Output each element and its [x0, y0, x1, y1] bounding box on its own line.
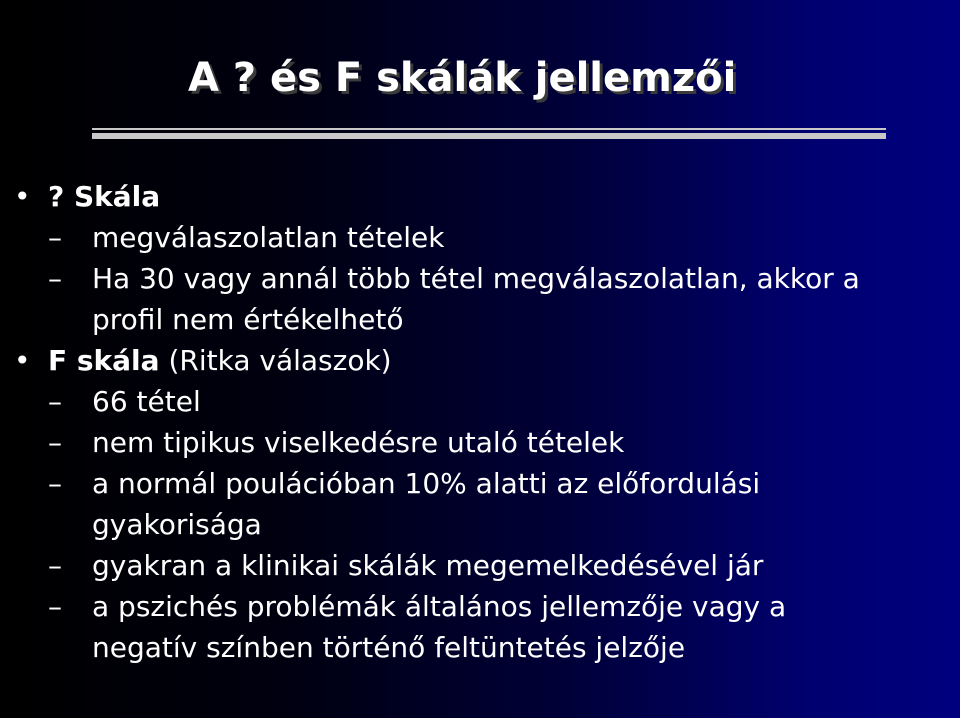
slide-title: A ? és F skálák jellemzői — [188, 55, 737, 101]
sub-item-text: 66 tétel — [92, 385, 201, 418]
title-underline-thick — [92, 133, 886, 139]
dash-icon: – — [48, 467, 62, 500]
bullet-icon: • — [14, 180, 31, 213]
bullet-heading: ? Skála — [48, 180, 161, 213]
title-underline-thin — [92, 128, 886, 130]
sub-item-text: nem tipikus viselkedésre utaló tételek — [92, 426, 625, 459]
sub-item — [0, 586, 960, 627]
sub-item — [0, 381, 960, 422]
dash-icon: – — [48, 426, 62, 459]
bullet-text: (Ritka válaszok) — [159, 344, 392, 377]
bullet-heading: F skála — [48, 344, 160, 377]
sub-item-continuation: profil nem értékelhető — [92, 303, 404, 336]
dash-icon: – — [48, 221, 62, 254]
sub-item-text: a pszichés problémák általános jellemzője vagy a — [92, 590, 787, 623]
sub-item-text: a normál poulációban 10% alatti az előfordulási — [92, 467, 761, 500]
sub-item — [0, 422, 960, 463]
bullet-item-question-scale — [0, 176, 960, 217]
bullet-item-f-scale — [0, 340, 960, 381]
dash-icon: – — [48, 385, 62, 418]
sub-item — [0, 463, 960, 504]
sub-item — [0, 258, 960, 299]
sub-item-continuation: gyakorisága — [92, 508, 262, 541]
dash-icon: – — [48, 590, 62, 623]
sub-item — [0, 217, 960, 258]
dash-icon: – — [48, 262, 62, 295]
sub-item-text: megválaszolatlan tételek — [92, 221, 445, 254]
bullet-icon: • — [14, 344, 31, 377]
sub-item — [0, 545, 960, 586]
dash-icon: – — [48, 549, 62, 582]
sub-item-continuation: negatív színben történő feltüntetés jelzője — [92, 631, 686, 664]
sub-item-text: Ha 30 vagy annál több tétel megválaszolatlan, akkor a — [92, 262, 860, 295]
sub-item-text: gyakran a klinikai skálák megemelkedésével jár — [92, 549, 764, 582]
slide-content — [0, 176, 960, 668]
